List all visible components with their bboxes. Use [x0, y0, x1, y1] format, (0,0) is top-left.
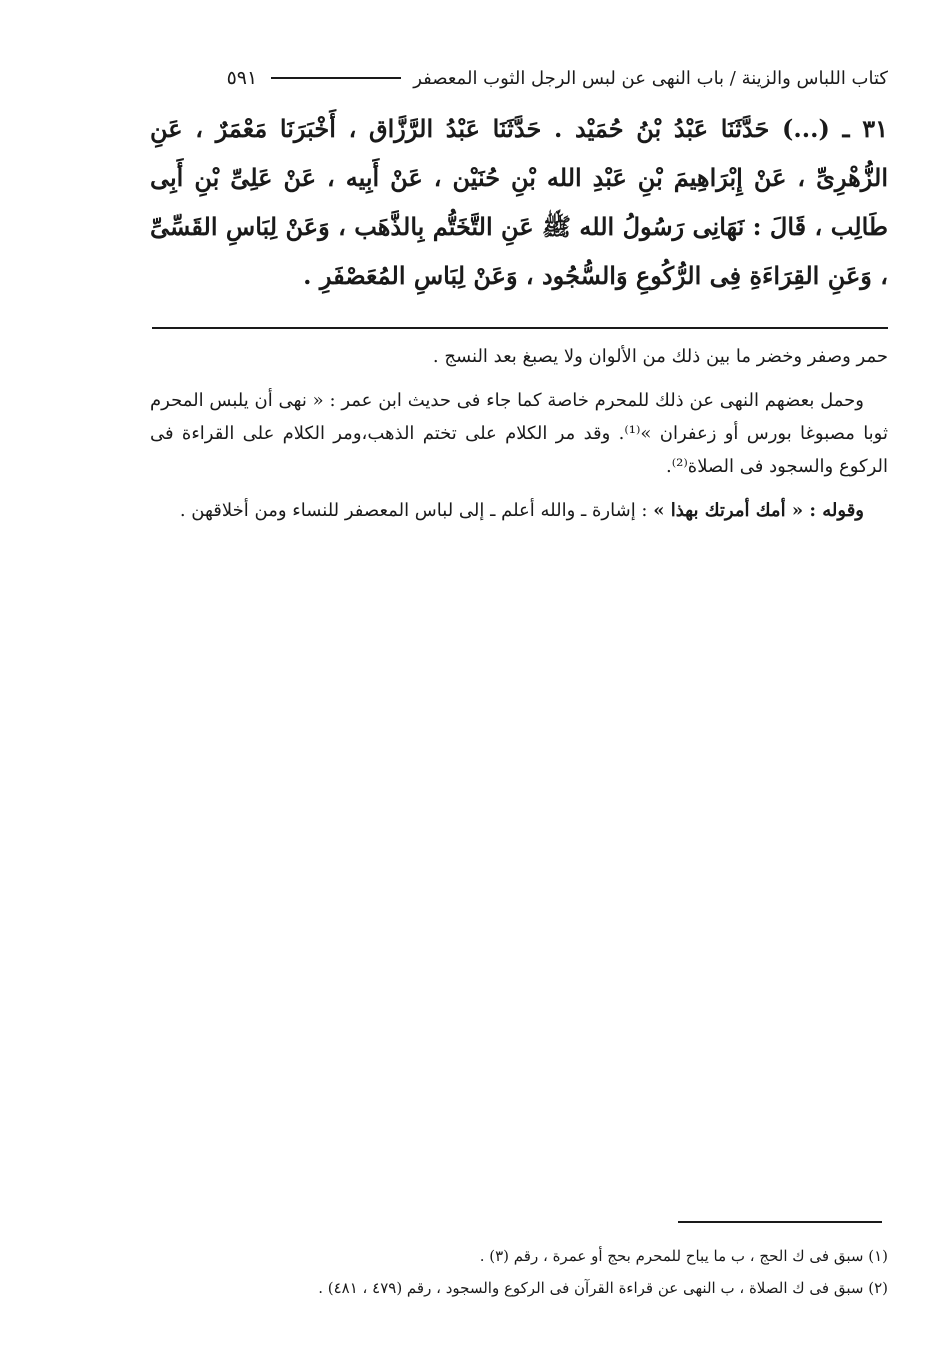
footnote-1: (١) سبق فى ك الحج ، ب ما يباح للمحرم بحج أو عمرة ، رقم (٣) . [479, 1247, 888, 1265]
header-rule [271, 77, 401, 79]
section-divider [152, 327, 888, 329]
hadith-text: ٣١ ـ (...) حَدَّثَنَا عَبْدُ بْنُ حُمَيْد . حَدَّثَنَا عَبْدُ الرَّزَّاق ، أَخْبَرَنَا مَعْمَرٌ ، عَنِ الزُّهْرِىِّ ، عَنْ إِبْرَاهِيمَ بْنِ عَبْدِ الله بْنِ حُنَيْن ، عَنْ أَبِيه ، عَنْ عَلِىِّ بْنِ أَبِى طَالِب ، قَالَ : نَهَانِى رَسُولُ الله ﷺ عَنِ التَّخَتُّم بِالذَّهَب ، وَعَنْ لِبَاسِ القَسِّىِّ ، وَعَنِ القِرَاءَةِ فِى الرُّكُوعِ وَالسُّجُود ، وَعَنْ لِبَاسِ المُعَصْفَرِ . [150, 114, 888, 290]
page-number: ٥٩١ [226, 67, 258, 89]
commentary [150, 340, 888, 538]
quoted-phrase: وقوله : « أمك أمرتك بهذا » [653, 500, 864, 521]
commentary-paragraph-3 [150, 494, 888, 527]
page-header [150, 66, 888, 90]
footnote-2: (٢) سبق فى ك الصلاة ، ب النهى عن قراءة القرآن فى الركوع والسجود ، رقم (٤٧٩ ، ٤٨١) . [318, 1279, 888, 1297]
commentary-paragraph-1: حمر وصفر وخضر ما بين ذلك من الألوان ولا يصبغ بعد النسج . [432, 346, 888, 367]
footnotes [150, 1240, 888, 1304]
running-title: كتاب اللباس والزينة / باب النهى عن لبس الرجل الثوب المعصفر [413, 67, 888, 89]
commentary-paragraph-2: وحمل بعضهم النهى عن ذلك للمحرم خاصة كما جاء فى حديث ابن عمر : « نهى أن يلبس المحرم ثوبا مصبوغا بورس أو زعفران »⁽¹⁾. وقد مر الكلام على تختم الذهب،ومر الكلام على القراءة فى الركوع والسجود فى الصلاة⁽²⁾. [150, 390, 888, 477]
commentary-paragraph-3-text: : إشارة ـ والله أعلم ـ إلى لباس المعصفر للنساء ومن أخلاقهن . [179, 500, 654, 521]
footnote-divider [678, 1221, 882, 1223]
